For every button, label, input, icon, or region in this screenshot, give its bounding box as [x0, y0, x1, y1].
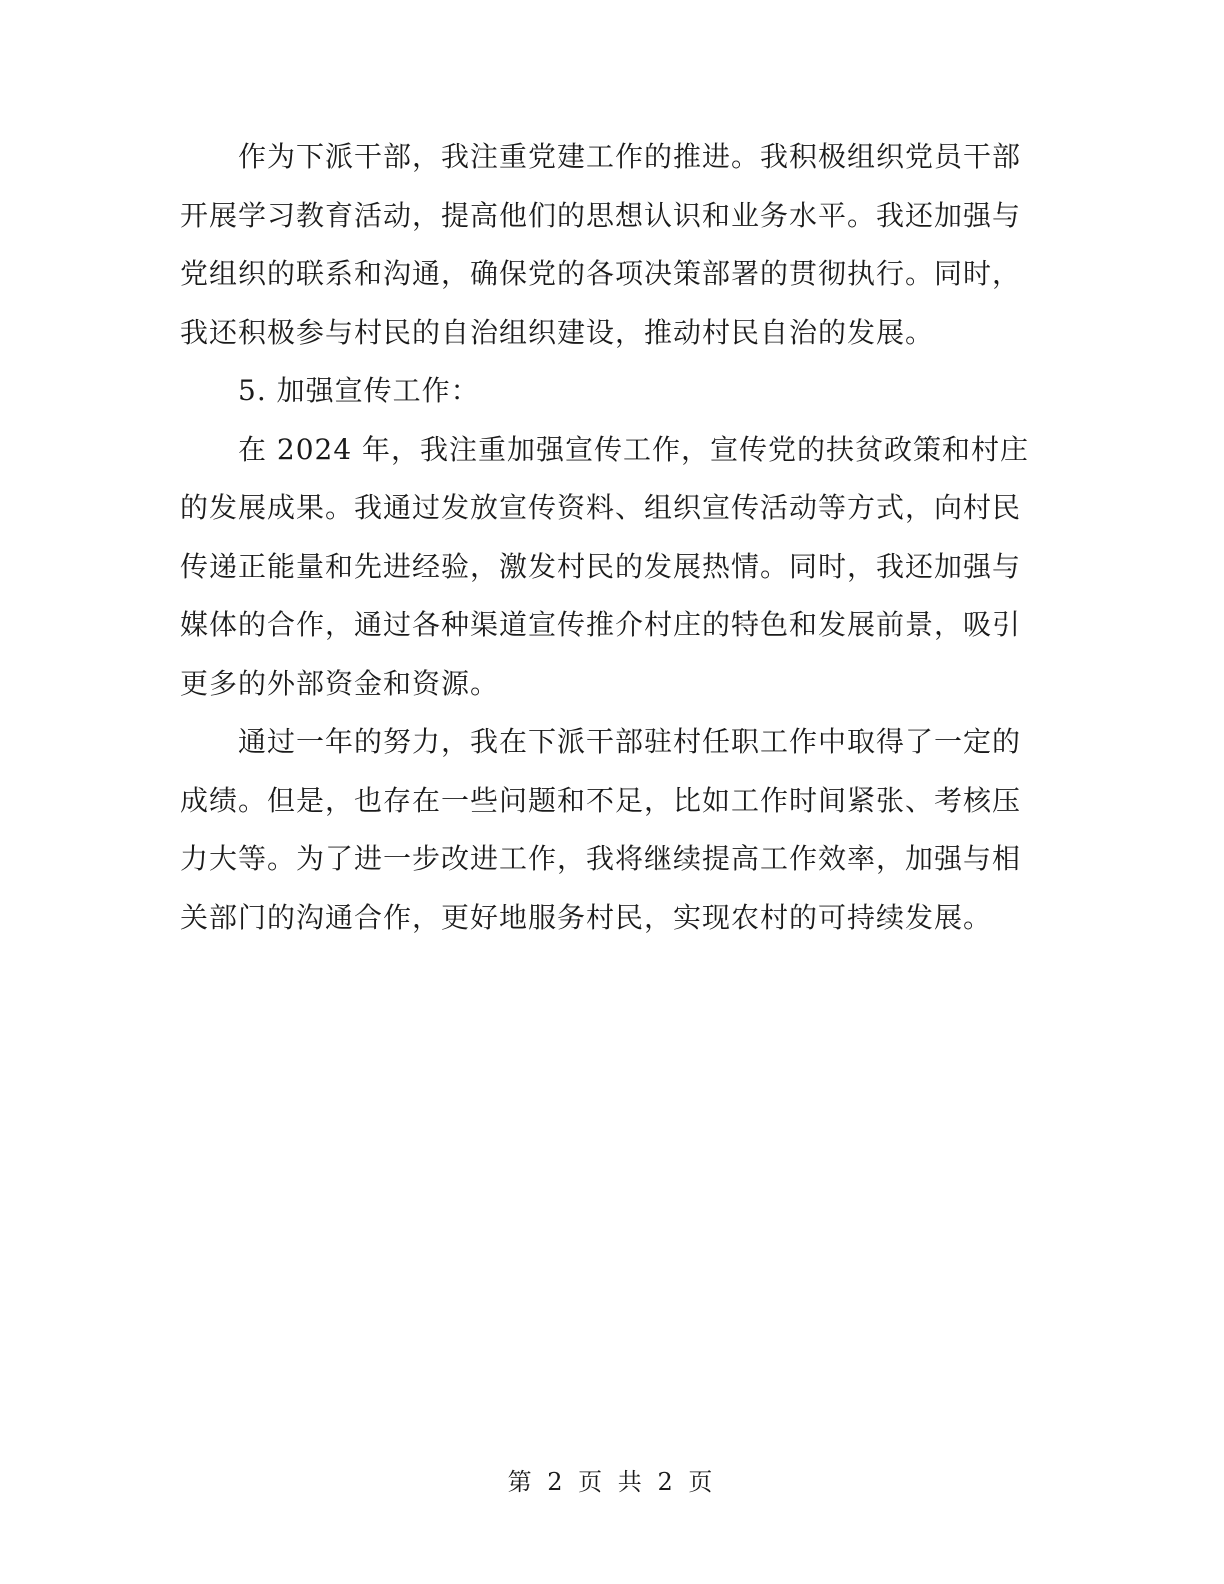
section-heading-publicity: 5. 加强宣传工作： [238, 374, 480, 407]
paragraph-summary: 通过一年的努力，我在下派干部驻村任职工作中取得了一定的成绩。但是，也存在一些问题和不足，比如工作时间紧张、考核压力大等。为了进一步改进工作，我将继续提高工作效率，加强与相关部门的沟通合作，更好地服务村民，实现农村的可持续发展。 [180, 725, 1022, 934]
page-number-footer: 第 2 页 共 2 页 [507, 1468, 717, 1496]
document-body [180, 128, 1030, 947]
paragraph-publicity: 在 2024 年，我注重加强宣传工作，宣传党的扶贫政策和村庄的发展成果。我通过发放宣传资料、组织宣传活动等方式，向村民传递正能量和先进经验，激发村民的发展热情。同时，我还加强与媒体的合作，通过各种渠道宣传推介村庄的特色和发展前景，吸引更多的外部资金和资源。 [180, 432, 1030, 700]
paragraph-party-building: 作为下派干部，我注重党建工作的推进。我积极组织党员干部开展学习教育活动，提高他们的思想认识和业务水平。我还加强与党组织的联系和沟通，确保党的各项决策部署的贯彻执行。同时，我还积极参与村民的自治组织建设，推动村民自治的发展。 [180, 140, 1022, 349]
